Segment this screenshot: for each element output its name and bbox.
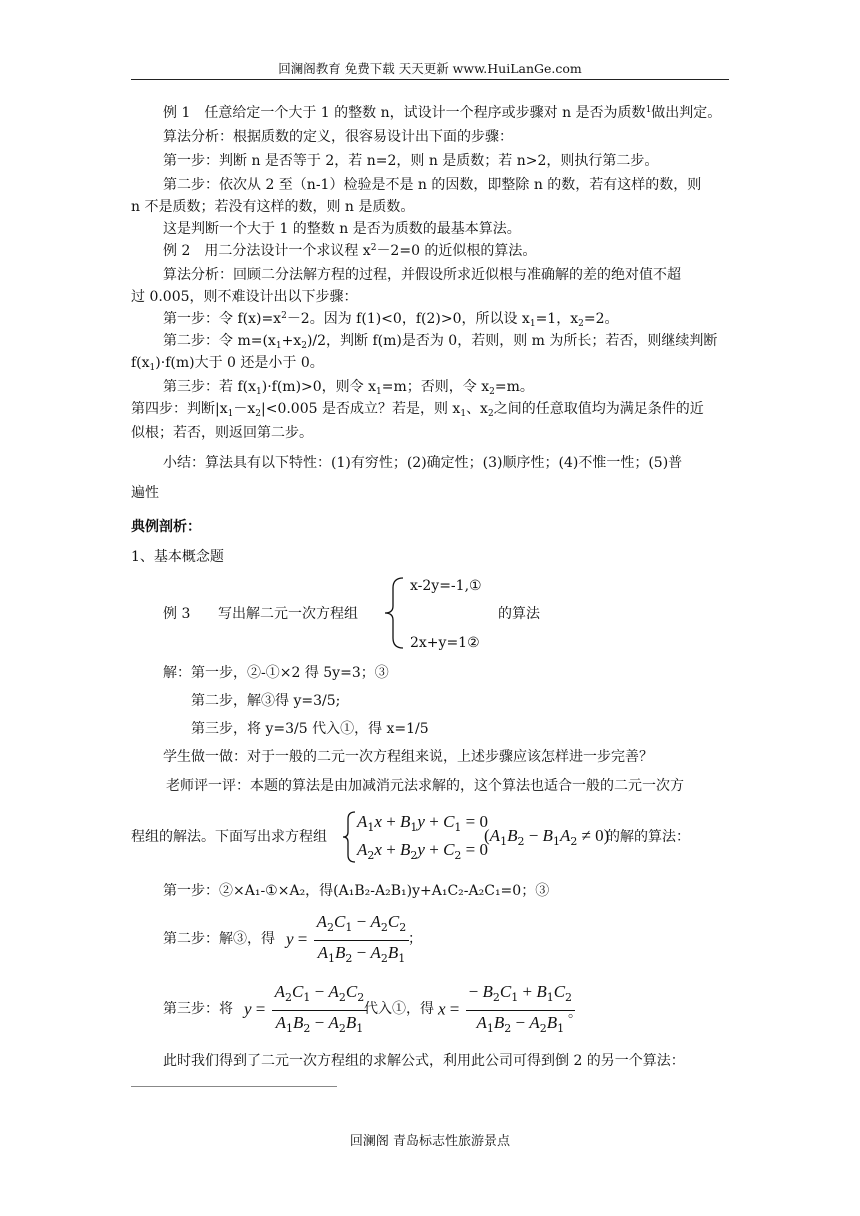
solution-step-3: 第三步，将 y=3/5 代入①，得 x=1/5 [191,721,429,737]
general-step-3-tail: 。 [568,1005,582,1021]
general-step-1: 第一步：②×A₁-①×A₂，得(A₁B₂-A₂B₁)y+A₁C₂-A₂C₁=0；③ [163,883,550,899]
summary-cont: 遍性 [131,485,159,501]
general-step-2-formula: y = $\frac{A_2C_1 - A_2C_2}{A_1B_2 - A_2B_1}$ [286,912,411,969]
example-3-label: 例 3 [163,606,191,622]
header-rule [131,79,729,80]
solution-step-1: 解：第一步，②-①×2 得 5y=3；③ [163,665,389,681]
left-brace-icon [383,576,405,650]
left-brace-icon [341,810,357,864]
fraction-y: $\frac{A_2C_1 - A_2C_2}{A_1B_2 - A_2B_1}$ [314,912,410,969]
page-header: 回澜阁教育 免费下载 天天更新 www.HuiLanGe.com [278,61,582,76]
general-step-2-tail: ； [408,931,422,947]
subsection-title: 1、基本概念题 [131,549,224,565]
section-title: 典例剖析： [131,519,201,535]
example-3-tail: 的算法 [498,606,540,622]
example-2-step-4-cont: 似根；若否，则返回第二步。 [131,425,313,441]
example-1-step-2-cont: n 不是质数；若没有这样的数，则 n 是质数。 [131,199,415,215]
teacher-comment-tail: 的解的算法： [606,829,690,845]
example-2-analysis-cont: 过 0.005，则不难设计出以下步骤： [131,289,358,305]
general-step-2-label: 第二步：解③，得 [163,931,275,947]
example-1-step-1: 第一步：判断 n 是否等于 2，若 n=2，则 n 是质数；若 n>2，则执行第二步。 [163,153,659,169]
example-1-step-2: 第二步：依次从 2 至（n-1）检验是不是 n 的因数，即整除 n 的数，若有这样的数，则 [163,177,702,193]
example-1-question: 例 1 任意给定一个大于 1 的整数 n，试设计一个程序或步骤对 n 是否为质数$^1$做出判定。 [163,105,722,121]
summary: 小结：算法具有以下特性：(1)有穷性；(2)确定性；(3)顺序性；(4)不惟一性；(5)普 [163,455,683,471]
general-condition: $(A_1B_2 - B_1A_2 \ne 0)$ [484,826,610,848]
general-equation-1: $A_1x + B_1y + C_1 = 0$ [357,812,488,834]
general-step-3-formula-x: x = $\frac{- B_2C_1 + B_1C_2}{A_1B_2 - A_2B_1}$ [438,982,577,1039]
example-2-step-1: 第一步：令 $f(x)=x^2-2$。因为 f(1)<0，f(2)>0，所以设 $x_1=1$，$x_2=2$。 [163,311,619,329]
example-3-text: 写出解二元一次方程组 [218,606,358,622]
general-step-3-mid: 代入①，得 [364,1001,434,1017]
page-footer: 回澜阁 青岛标志性旅游景点 [349,1134,511,1149]
teacher-comment-cont: 程组的解法。下面写出求方程组 [131,829,327,845]
fraction-x: $\frac{- B_2C_1 + B_1C_2}{A_1B_2 - A_2B_1}$ [466,982,575,1039]
general-step-3-formula-y: y = $\frac{A_2C_1 - A_2C_2}{A_1B_2 - A_2B_1}$ [244,982,369,1039]
example-3-equation-2: 2x+y=1② [410,635,480,651]
example-2-step-2: 第二步：令 $m=(x_1+x_2)/2$，判断 f(m)是否为 0，若则，则 m 为所长；若否，则继续判断 [163,333,718,351]
student-prompt: 学生做一做：对于一般的二元一次方程组来说，上述步骤应该怎样进一步完善？ [163,749,653,765]
example-2-step-4: 第四步：判断$|x_1-x_2|<0.005$ 是否成立？若是，则 $x_1$、$x_2$之间的任意取值均为满足条件的近 [131,401,704,419]
example-2-question: 例 2 用二分法设计一个求议程 $x^2-2=0$ 的近似根的算法。 [163,243,537,259]
example-3-equation-1: x-2y=-1,① [410,578,482,594]
example-2-analysis: 算法分析：回顾二分法解方程的过程，并假设所求近似根与准确解的差的绝对值不超 [163,267,681,283]
solution-step-2: 第二步，解③得 y=3/5; [191,693,341,709]
example-2-step-2-cont: $f(x_1)\cdot f(m)$大于 0 还是小于 0。 [131,355,324,373]
example-2-step-3: 第三步：若 $f(x_1)\cdot f(m)>0$，则令 $x_1=m$；否则，令 $x_2=m$。 [163,379,534,397]
closing-paragraph: 此时我们得到了二元一次方程组的求解公式，利用此公司可得到倒 2 的另一个算法： [163,1053,685,1069]
general-equation-2: $A_2x + B_2y + C_2 = 0$ [357,840,488,862]
example-1-conclusion: 这是判断一个大于 1 的整数 n 是否为质数的最基本算法。 [163,221,521,237]
general-step-3-label: 第三步：将 [163,1001,233,1017]
footnote-rule [131,1086,337,1087]
fraction-y: $\frac{A_2C_1 - A_2C_2}{A_1B_2 - A_2B_1}$ [272,982,368,1039]
example-1-analysis: 算法分析：根据质数的定义，很容易设计出下面的步骤： [163,129,513,145]
teacher-comment: 老师评一评：本题的算法是由加减消元法求解的，这个算法也适合一般的二元一次方 [166,778,684,794]
